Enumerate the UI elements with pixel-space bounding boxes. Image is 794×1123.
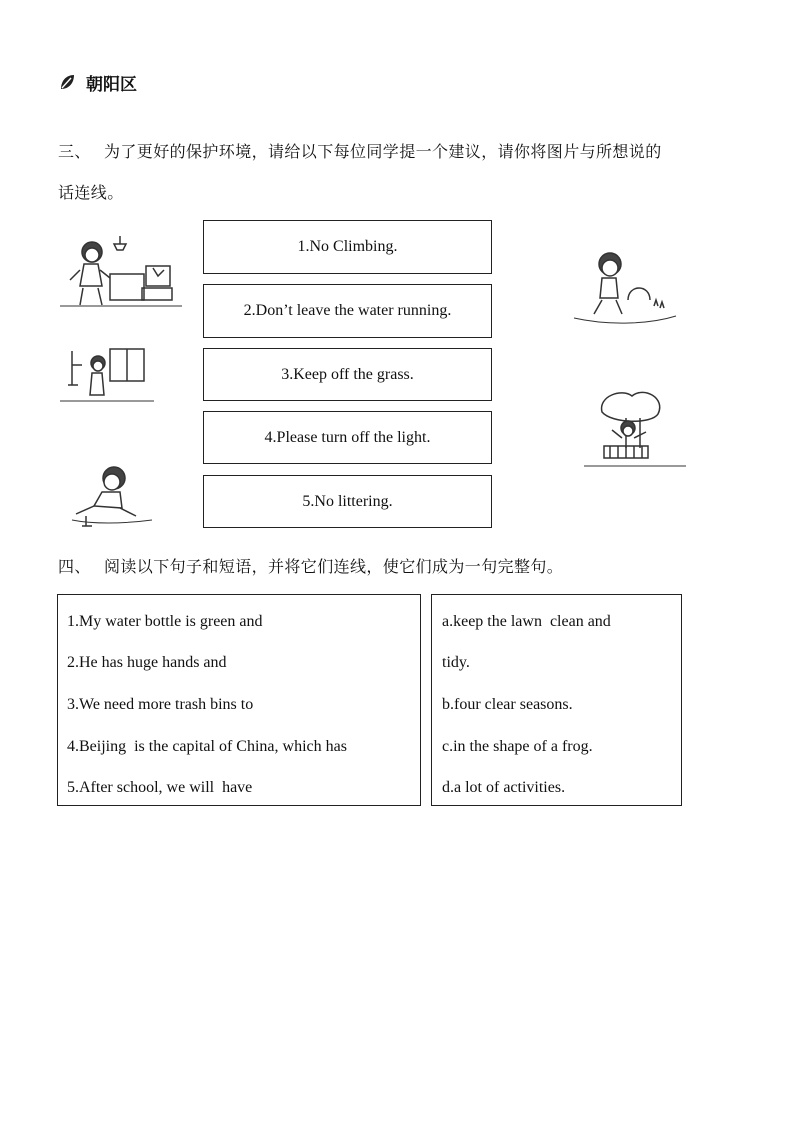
section3-instruction-line2: 话连线。 <box>58 183 124 202</box>
phrase-item-d[interactable]: d.a lot of activities. <box>442 779 566 796</box>
option-label-1: 1.No Climbing. <box>297 238 398 255</box>
section4-number: 四、 <box>58 557 91 576</box>
option-label-5: 5.No littering. <box>302 492 393 510</box>
leaf-icon <box>58 73 76 91</box>
phrase-box <box>431 594 682 806</box>
sentence-item-5[interactable]: 5.After school, we will have <box>67 779 253 796</box>
phrase-item-a-cont[interactable]: tidy. <box>442 654 470 671</box>
option-box-1[interactable] <box>203 220 492 274</box>
picture-boy-window-tap[interactable] <box>58 345 158 405</box>
section4-instruction-text: 阅读以下句子和短语，并将它们连线，使它们成为一句完整句。 <box>104 557 564 576</box>
picture-boy-climbing-tree[interactable] <box>582 386 688 472</box>
picture-boy-walking-grass[interactable] <box>570 248 680 326</box>
option-label-4: 4.Please turn off the light. <box>264 428 431 446</box>
sentence-item-1[interactable]: 1.My water bottle is green and <box>67 613 263 630</box>
district-name: 朝阳区 <box>86 74 137 95</box>
section3-instruction-line1: 为了更好的保护环境，请给以下每位同学提一个建议，请你将图片与所想说的 <box>104 142 662 161</box>
picture-boy-sitting-ground[interactable] <box>62 462 158 530</box>
option-label-3: 3.Keep off the grass. <box>281 365 414 383</box>
district-header <box>58 70 137 94</box>
section3-instruction <box>58 139 662 162</box>
option-box-3[interactable] <box>203 348 492 401</box>
sentence-box <box>57 594 421 806</box>
option-box-5[interactable] <box>203 475 492 528</box>
sentence-item-3[interactable]: 3.We need more trash bins to <box>67 696 254 713</box>
option-box-4[interactable] <box>203 411 492 464</box>
option-box-2[interactable] <box>203 284 492 338</box>
phrase-item-b[interactable]: b.four clear seasons. <box>442 696 573 713</box>
picture-boy-lights-tv[interactable] <box>58 230 184 310</box>
phrase-item-a[interactable]: a.keep the lawn clean and <box>442 613 611 630</box>
sentence-item-4[interactable]: 4.Beijing is the capital of China, which has <box>67 738 347 755</box>
section3-number: 三、 <box>58 142 91 161</box>
section4-instruction <box>58 554 563 577</box>
phrase-item-c[interactable]: c.in the shape of a frog. <box>442 738 593 755</box>
sentence-item-2[interactable]: 2.He has huge hands and <box>67 654 227 671</box>
option-label-2: 2.Don’t leave the water running. <box>243 302 452 319</box>
